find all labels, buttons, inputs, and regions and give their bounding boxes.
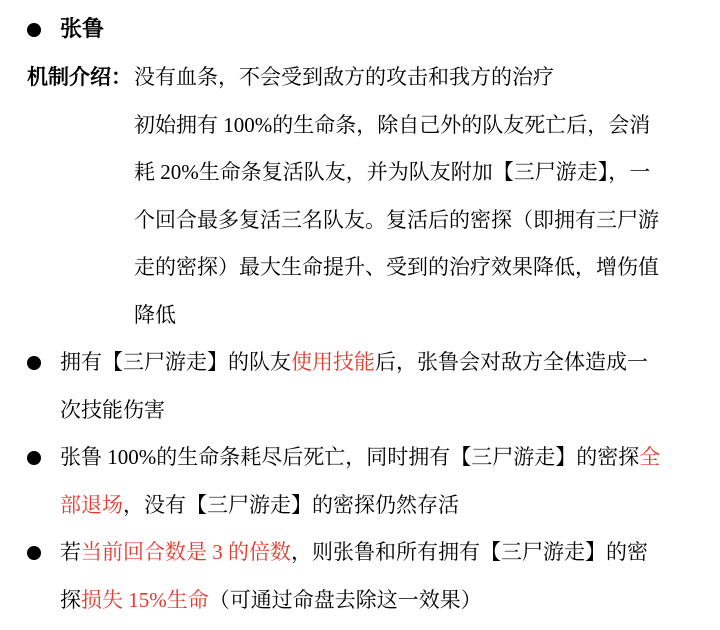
mechanism-detail-line: 降低	[134, 302, 176, 327]
heading-title: 张鲁	[60, 17, 105, 42]
rule-text: 探	[60, 587, 81, 612]
mechanism-detail-line: 耗 20%生命条复活队友，并为队友附加【三尸游走】，一	[134, 160, 651, 184]
rule-text: 次技能伤害	[60, 397, 165, 422]
rule-text: 张鲁 100%的生命条耗尽后死亡，同时拥有【三尸游走】的密探	[60, 445, 640, 469]
rule-text: 后，张鲁会对敌方全体造成一	[375, 350, 648, 374]
section-heading	[0, 6, 720, 54]
bullet-icon	[27, 356, 41, 370]
mechanism-detail-line: 走的密探）最大生命提升、受到的治疗效果降低，增伤值	[134, 255, 659, 279]
rule-text: 拥有【三尸游走】的队友	[60, 350, 291, 374]
rule-item-line	[0, 482, 720, 530]
rule-highlight-text: 全	[639, 445, 661, 469]
mechanism-intro	[0, 54, 720, 102]
rule-highlight-text: 部退场	[60, 492, 123, 517]
rule-text: ，则张鲁和所有拥有【三尸游走】的密	[291, 540, 648, 564]
mechanism-detail-line: 个回合最多复活三名队友。复活后的密探（即拥有三尸游	[134, 207, 659, 232]
bullet-icon	[27, 451, 41, 465]
rule-item-line	[0, 339, 720, 387]
bullet-icon	[27, 23, 41, 37]
rule-highlight-text: 使用技能	[291, 350, 375, 374]
rule-highlight-text: 损失 15%生命	[81, 587, 209, 612]
rule-highlight-text: 当前回合数是 3 的倍数	[81, 540, 291, 564]
bullet-icon	[27, 546, 41, 560]
mechanism-summary: 没有血条，不会受到敌方的攻击和我方的治疗	[134, 65, 554, 89]
rule-item-line	[0, 577, 720, 625]
rule-item-line	[0, 434, 720, 482]
mechanism-detail-line: 初始拥有 100%的生命条，除自己外的队友死亡后，会消	[134, 112, 651, 137]
rule-item-line	[0, 387, 720, 435]
rule-text: （可通过命盘去除这一效果）	[208, 587, 482, 612]
rule-item-line	[0, 529, 720, 577]
rule-text: ，没有【三尸游走】的密探仍然存活	[123, 492, 459, 517]
mechanism-label: 机制介绍：	[27, 65, 132, 89]
rule-text: 若	[60, 540, 81, 564]
